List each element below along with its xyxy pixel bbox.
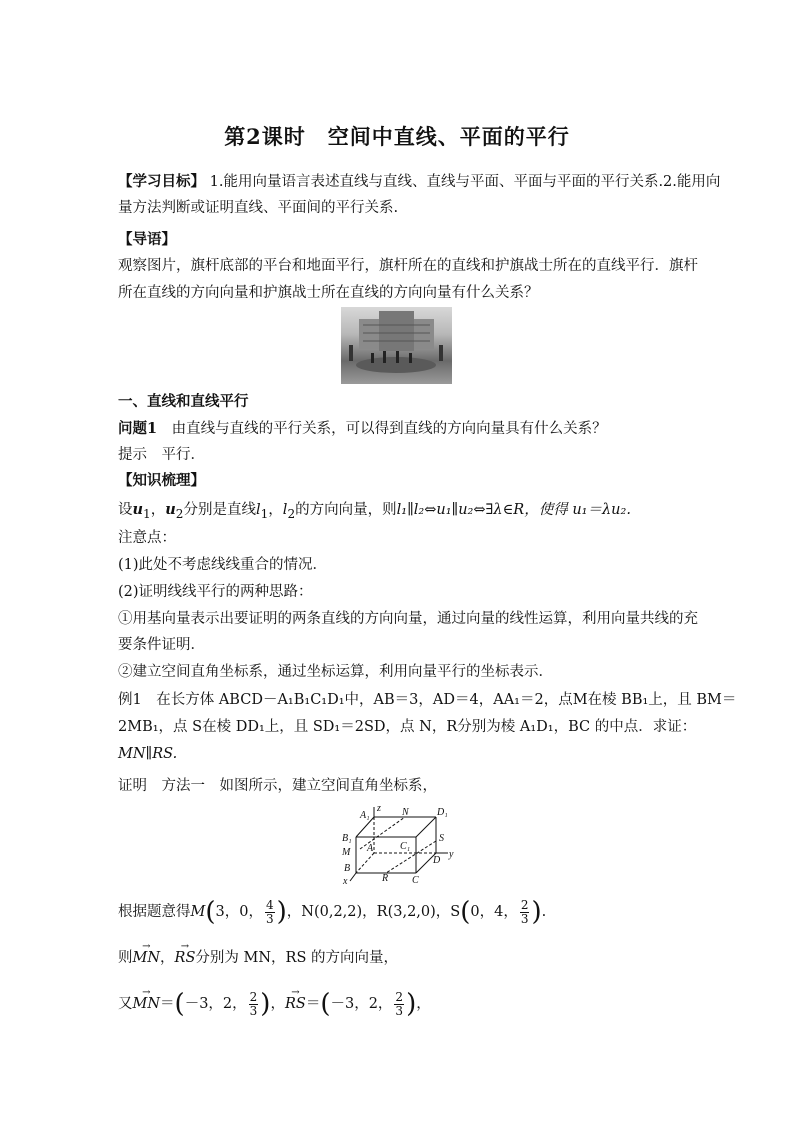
S-values: 0，4， [470, 904, 518, 920]
vector-MN: → MN [133, 948, 161, 968]
equals: ＝ [160, 996, 175, 1012]
example-line-2: 2MB₁，点 S在棱 DD₁上，且 SD₁＝2SD，点 N，R分别为棱 A₁D₁，BC 的中点．求证： [118, 719, 697, 735]
sub-2: 2 [175, 506, 184, 521]
question-text: 由直线与直线的平行关系，可以得到直线的方向向量具有什么关系？ [157, 421, 607, 437]
label-S: S [439, 833, 444, 844]
sub-l2: 2 [287, 506, 296, 521]
objectives-text-2: 量方法判断或证明直线、平面间的平行关系. [118, 200, 399, 216]
paren-close-MN: ) [260, 989, 271, 1019]
points-NR: ，N(0,2,2)，R(3,2,0)，S [286, 904, 461, 920]
label-B1: B₁ [342, 833, 352, 844]
cuboid-figure [336, 803, 462, 885]
vectors-line [118, 990, 431, 1018]
RS-values: －3，2， [330, 996, 393, 1012]
then-line [118, 948, 398, 968]
period: . [541, 904, 547, 920]
knowledge-text-a: 设 [118, 502, 133, 518]
then-word: 则 [118, 950, 133, 966]
example-line-1: 例1 在长方体 ABCD－A₁B₁C₁D₁中，AB＝3，AD＝4，AA₁＝2，点M在棱 BB₁上，且 BM＝ [118, 692, 737, 708]
label-D: D [433, 855, 441, 866]
label-B: B [344, 863, 351, 874]
intro-line-2: 所在直线的方向向量和护旗战士所在直线的方向向量有什么关系？ [118, 285, 539, 301]
label-C1: C₁ [400, 841, 411, 852]
MN-frac [249, 991, 259, 1018]
proof-line-1: 证明 方法一 如图所示，建立空间直角坐标系， [118, 778, 437, 794]
paren-open-MN: ( [174, 989, 185, 1019]
vector-MN-2: → MN [133, 990, 161, 1018]
note-1: (1)此处不考虑线线重合的情况． [118, 557, 328, 573]
var-l1: l [255, 502, 261, 518]
knowledge-label: 【知识梳理】 [118, 472, 205, 489]
var-l2: l [282, 502, 288, 518]
paren-open-S: ( [460, 897, 471, 927]
comma-2: ， [268, 502, 283, 518]
RS-den: 3 [395, 1003, 404, 1018]
MN-den: 3 [249, 1003, 258, 1018]
objectives-line-1 [118, 172, 720, 192]
label-y: y [449, 849, 454, 860]
comma: ， [150, 502, 166, 518]
M-frac [265, 899, 275, 926]
RS-num: 2 [395, 989, 404, 1004]
intro-line-1: 观察图片，旗杆底部的平台和地面平行，旗杆所在的直线和护旗战士所在的直线平行．旗杆 [118, 258, 698, 274]
label-N: N [402, 807, 409, 818]
label-z: z [377, 803, 381, 814]
label-x: x [343, 876, 348, 885]
note-2: (2)证明线线平行的两种思路： [118, 584, 313, 600]
label-C: C [412, 875, 419, 885]
paren-close: ) [276, 897, 287, 927]
vector-RS-2: → RS [285, 990, 306, 1018]
M-num: 4 [265, 897, 274, 912]
sub-l1: 1 [260, 506, 269, 521]
S-num: 2 [520, 897, 529, 912]
sub-1: 1 [143, 506, 151, 521]
S-frac [520, 899, 530, 926]
coords-line [118, 898, 546, 926]
objectives-text-1: 1.能用向量语言表述直线与直线、直线与平面、平面与平面的平行关系.2.能用向 [205, 174, 721, 190]
point-M: M [190, 904, 206, 920]
knowledge-text-c: 的方向向量，则 [295, 502, 397, 518]
label-R: R [382, 873, 389, 884]
paren-close-RS: ) [406, 989, 417, 1019]
intro-label: 【导语】 [118, 231, 176, 248]
then-rest: 分别为 MN，RS 的方向向量， [195, 950, 399, 966]
coords-prefix: 根据题意得 [118, 904, 191, 920]
knowledge-text-b: 分别是直线 [183, 502, 256, 518]
note-3b: 要条件证明． [118, 637, 205, 653]
page-title: 第2课时 空间中直线、平面的平行 [224, 124, 570, 149]
flag-ceremony-photo [341, 307, 452, 384]
note-3a: ①用基向量表示出要证明的两条直线的方向向量，通过向量的线性运算，利用向量共线的充 [118, 611, 698, 627]
M-values: 3，0， [215, 904, 263, 920]
parallel-relation: l₁∥l₂⇔u₁∥u₂⇔∃λ∈R，使得 u₁＝λu₂. [396, 502, 631, 518]
var-u1: u [132, 501, 144, 518]
question-1 [118, 419, 607, 439]
mid-sep: ， [270, 996, 285, 1012]
label-D1: D₁ [437, 807, 448, 818]
notes-label: 注意点： [118, 530, 176, 546]
tail-comma: ， [416, 996, 431, 1012]
S-den: 3 [520, 911, 529, 926]
question-label: 问题1 [118, 420, 158, 437]
knowledge-statement [118, 500, 631, 524]
example-line-3: MN∥RS. [118, 746, 178, 762]
also-word: 又 [118, 996, 133, 1012]
hint-text: 提示 平行． [118, 447, 205, 463]
M-den: 3 [265, 911, 274, 926]
label-A: A [367, 843, 374, 854]
RS-frac [394, 991, 404, 1018]
MN-values: －3，2， [184, 996, 247, 1012]
label-A1: A₁ [360, 810, 370, 821]
label-M: M [342, 847, 351, 858]
paren-close-S: ) [531, 897, 542, 927]
paren-open: ( [205, 897, 216, 927]
var-u2: u [165, 501, 176, 518]
equals-2: ＝ [305, 996, 321, 1012]
sep: ， [160, 950, 175, 966]
building-illustration [341, 307, 452, 384]
note-4: ②建立空间直角坐标系，通过坐标运算，利用向量平行的坐标表示． [118, 664, 553, 680]
section-heading-1: 一、直线和直线平行 [118, 393, 249, 410]
paren-open-RS: ( [320, 989, 331, 1019]
objectives-label: 【学习目标】 [118, 173, 205, 190]
MN-num: 2 [249, 989, 258, 1004]
vector-RS: → RS [175, 948, 196, 968]
